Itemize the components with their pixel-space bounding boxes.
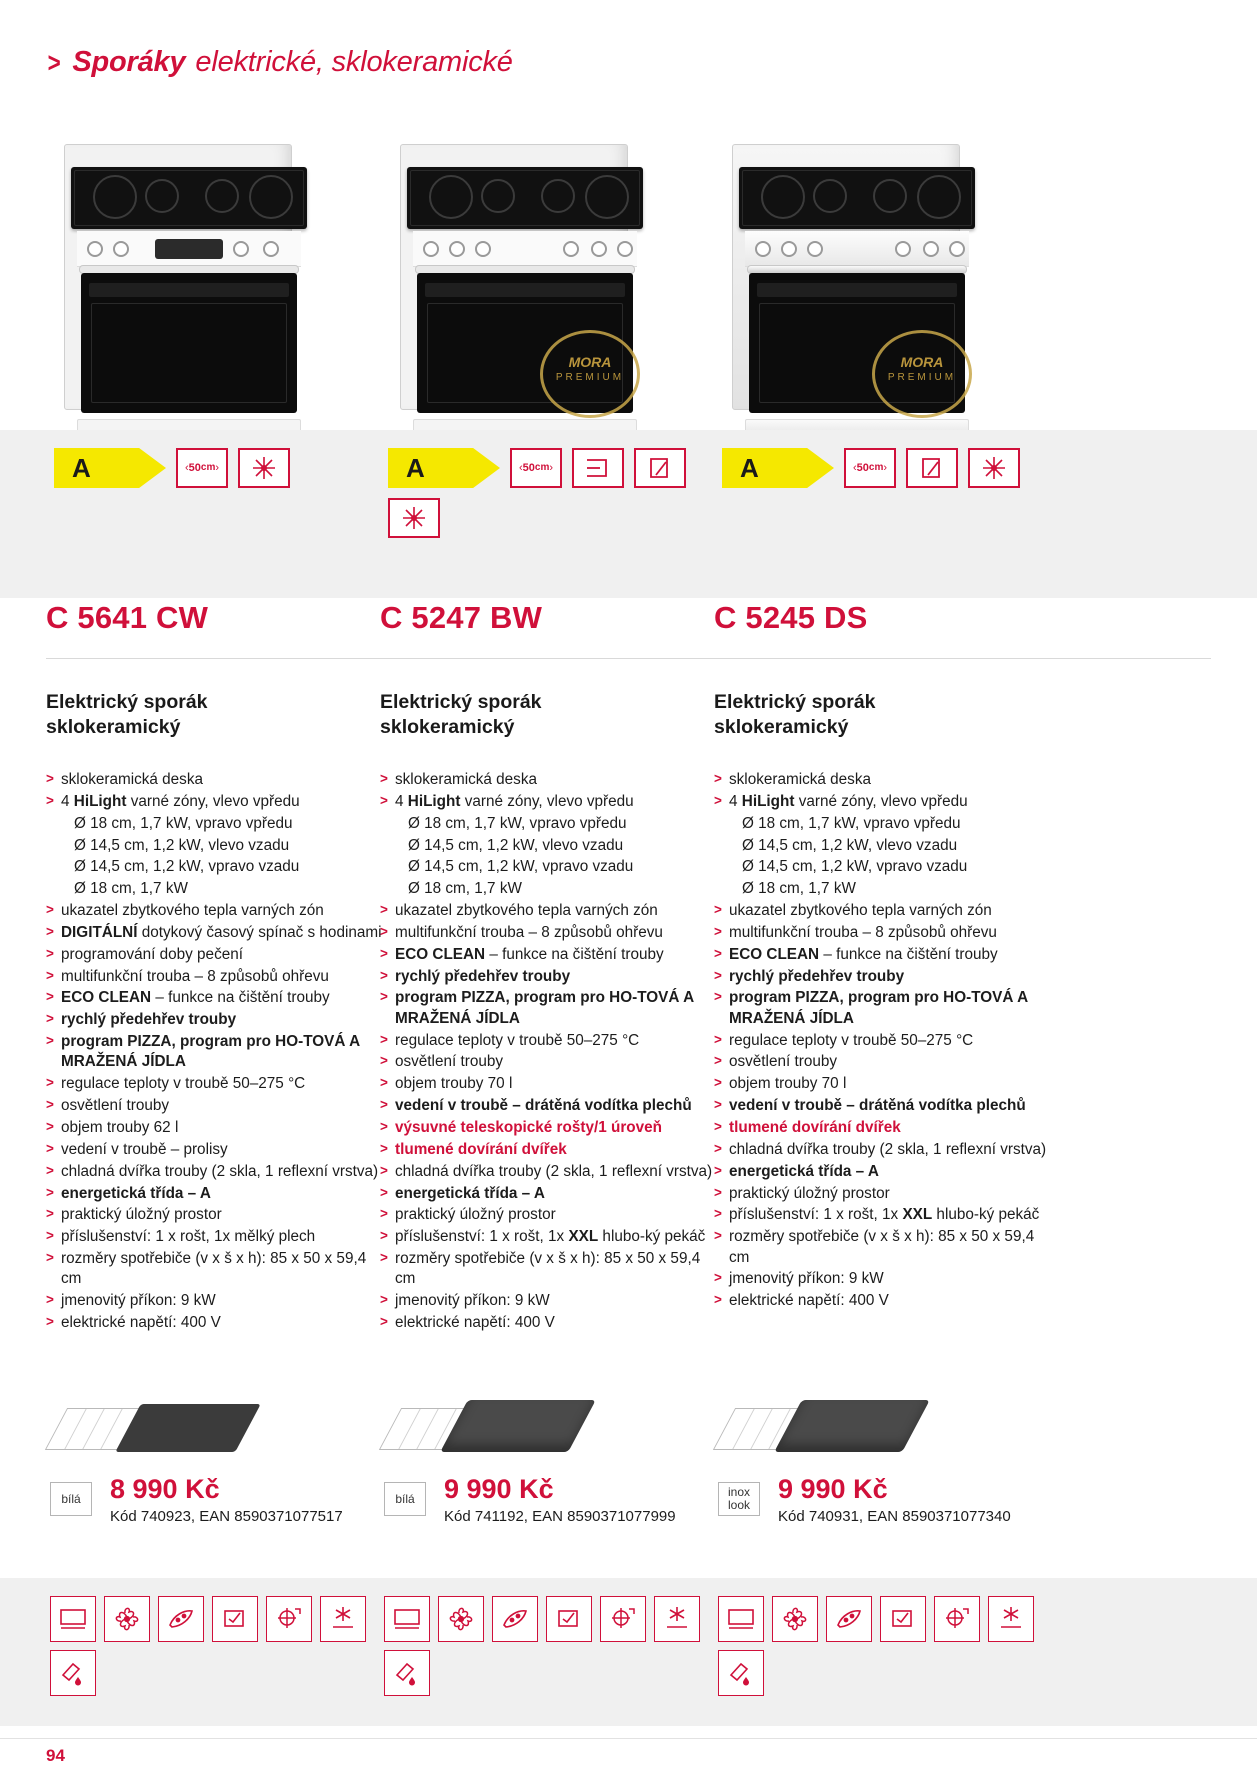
- subtitle-line1: Elektrický sporák: [380, 691, 542, 713]
- feature-item: > výsuvné teleskopické rošty/1 úroveň: [380, 1118, 720, 1138]
- feature-item: > jmenovitý příkon: 9 kW: [380, 1291, 720, 1311]
- feature-item: > ECO CLEAN – funkce na čištění trouby: [714, 945, 1054, 965]
- product-subtitle-3: [714, 690, 876, 740]
- feature-item: > DIGITÁLNÍ dotykový časový spínač s hodinami: [46, 923, 386, 943]
- feature-item: > sklokeramická deska: [46, 770, 386, 790]
- pizza-program-icon: [826, 1596, 872, 1642]
- feature-item: > vedení v troubě – drátěná vodítka plechů: [380, 1096, 720, 1116]
- page-subtitle: elektrické, sklokeramické: [195, 46, 513, 78]
- feature-item: Ø 14,5 cm, 1,2 kW, vpravo vzadu: [408, 858, 634, 876]
- color-label-line1: inox: [727, 1485, 750, 1500]
- control-panel-3: [745, 231, 969, 267]
- feature-item: > osvětlení trouby: [714, 1052, 1054, 1072]
- feature-item: > energetická třída – A: [46, 1184, 386, 1204]
- code-2: Kód 741192, EAN 8590371077999: [444, 1508, 676, 1525]
- energy-class-badge: A: [388, 448, 500, 488]
- accessory-photo-3: [718, 1398, 958, 1468]
- subtitle-line1: Elektrický sporák: [46, 691, 208, 713]
- timer-icon: [880, 1596, 926, 1642]
- chevron-right-icon: >: [47, 46, 61, 78]
- product-photo-3: [722, 108, 972, 418]
- feature-item: > chladná dvířka trouby (2 skla, 1 reflexní vrstva): [380, 1162, 720, 1182]
- badge-group-1: [54, 448, 374, 488]
- page-title: Sporáky: [72, 46, 186, 78]
- control-panel-1: [77, 231, 301, 267]
- feature-item: > rychlý předehřev trouby: [46, 1010, 386, 1030]
- product-subtitle-2: [380, 690, 542, 740]
- subtitle-line2: sklokeramický: [380, 715, 515, 738]
- color-label-line2: look: [727, 1498, 750, 1512]
- soft-close-icon: [906, 448, 958, 488]
- feature-icon-group-2: [384, 1596, 714, 1696]
- feature-item: Ø 18 cm, 1,7 kW: [74, 880, 188, 898]
- price-3: 9 990 Kč: [778, 1474, 888, 1504]
- pizza-program-icon: [492, 1596, 538, 1642]
- feature-item: > 4 HiLight varné zóny, vlevo vpředu: [380, 792, 720, 812]
- feature-item: > regulace teploty v troubě 50–275 °C: [714, 1031, 1054, 1051]
- feature-item: Ø 18 cm, 1,7 kW: [742, 880, 856, 898]
- page-number: 94: [46, 1746, 65, 1765]
- width-50cm-icon: ‹ 50 cm ›: [510, 448, 562, 488]
- feature-item: > ukazatel zbytkového tepla varných zón: [714, 901, 1054, 921]
- grill-icon: [320, 1596, 366, 1642]
- eco-clean-icon: [50, 1650, 96, 1696]
- feature-item: > praktický úložný prostor: [380, 1205, 720, 1225]
- feature-list-1: [46, 770, 386, 1335]
- feature-item: > multifunkční trouba – 8 způsobů ohřevu: [714, 923, 1054, 943]
- feature-item: > sklokeramická deska: [380, 770, 720, 790]
- color-swatch-1: [50, 1482, 92, 1516]
- feature-item: > rozměry spotřebiče (v x š x h): 85 x 50 x 59,4 cm: [714, 1227, 1054, 1268]
- feature-item: > multifunkční trouba – 8 způsobů ohřevu: [380, 923, 720, 943]
- feature-item: Ø 18 cm, 1,7 kW: [408, 880, 522, 898]
- feature-item: > regulace teploty v troubě 50–275 °C: [46, 1074, 386, 1094]
- divider: [46, 658, 1211, 659]
- feature-list-2: [380, 770, 720, 1335]
- feature-item: > program PIZZA, program pro HO-TOVÁ A MRAŽENÁ JÍDLA: [380, 988, 720, 1029]
- subtitle-line1: Elektrický sporák: [714, 691, 876, 713]
- defrost-icon: [600, 1596, 646, 1642]
- color-label: bílá: [395, 1491, 415, 1506]
- feature-list-3: [714, 770, 1054, 1313]
- timer-icon: [546, 1596, 592, 1642]
- product-photo-1: [54, 108, 304, 418]
- feature-item: > energetická třída – A: [380, 1184, 720, 1204]
- accessory-photo-1: [50, 1400, 290, 1470]
- pizza-program-icon: [158, 1596, 204, 1642]
- feature-item: Ø 14,5 cm, 1,2 kW, vlevo vzadu: [74, 836, 290, 854]
- snowflake-icon: [388, 498, 440, 538]
- page-header: [46, 46, 513, 79]
- width-50cm-icon: ‹ 50 cm ›: [844, 448, 896, 488]
- feature-item: > program PIZZA, program pro HO-TOVÁ A MRAŽENÁ JÍDLA: [714, 988, 1054, 1029]
- feature-item: > objem trouby 62 l: [46, 1118, 386, 1138]
- feature-item: > tlumené dovírání dvířek: [714, 1118, 1054, 1138]
- fan-icon: [104, 1596, 150, 1642]
- feature-item: > chladná dvířka trouby (2 skla, 1 reflexní vrstva): [46, 1162, 386, 1182]
- product-model-1: C 5641 CW: [46, 600, 209, 635]
- feature-icon-band: [0, 1578, 1257, 1726]
- feature-item: > ECO CLEAN – funkce na čištění trouby: [380, 945, 720, 965]
- product-model-2: C 5247 BW: [380, 600, 543, 635]
- feature-item: > ukazatel zbytkového tepla varných zón: [380, 901, 720, 921]
- feature-item: Ø 14,5 cm, 1,2 kW, vlevo vzadu: [408, 836, 624, 854]
- feature-item: > 4 HiLight varné zóny, vlevo vpředu: [714, 792, 1054, 812]
- mora-premium-seal-3: MORA PREMIUM: [872, 330, 972, 418]
- snowflake-icon: [968, 448, 1020, 488]
- price-2: 9 990 Kč: [444, 1474, 554, 1504]
- feature-item: > rozměry spotřebiče (v x š x h): 85 x 50 x 59,4 cm: [380, 1249, 720, 1290]
- ceramic-hob-icon: [50, 1596, 96, 1642]
- color-swatch-3: [718, 1482, 760, 1516]
- energy-class-badge: A: [54, 448, 166, 488]
- product-subtitle-1: [46, 690, 208, 740]
- feature-item: Ø 18 cm, 1,7 kW, vpravo vpředu: [74, 814, 293, 832]
- feature-item: > praktický úložný prostor: [46, 1205, 386, 1225]
- feature-item: > praktický úložný prostor: [714, 1184, 1054, 1204]
- feature-item: > osvětlení trouby: [46, 1096, 386, 1116]
- feature-item: > vedení v troubě – prolisy: [46, 1140, 386, 1160]
- defrost-icon: [266, 1596, 312, 1642]
- price-1: 8 990 Kč: [110, 1474, 220, 1504]
- product-model-3: C 5245 DS: [714, 600, 868, 635]
- soft-close-icon: [634, 448, 686, 488]
- accessory-photo-2: [384, 1398, 624, 1468]
- defrost-icon: [934, 1596, 980, 1642]
- mora-premium-seal-2: MORA PREMIUM: [540, 330, 640, 418]
- feature-item: > jmenovitý příkon: 9 kW: [46, 1291, 386, 1311]
- feature-item: > elektrické napětí: 400 V: [380, 1313, 720, 1333]
- grill-icon: [988, 1596, 1034, 1642]
- feature-item: > ukazatel zbytkového tepla varných zón: [46, 901, 386, 921]
- snowflake-icon: [238, 448, 290, 488]
- ceramic-hob-3: [739, 167, 975, 229]
- feature-item: > sklokeramická deska: [714, 770, 1054, 790]
- color-label: bílá: [61, 1491, 81, 1506]
- feature-item: > ECO CLEAN – funkce na čištění trouby: [46, 988, 386, 1008]
- feature-item: > regulace teploty v troubě 50–275 °C: [380, 1031, 720, 1051]
- grill-icon: [654, 1596, 700, 1642]
- feature-item: > energetická třída – A: [714, 1162, 1054, 1182]
- fan-icon: [438, 1596, 484, 1642]
- feature-item: Ø 18 cm, 1,7 kW, vpravo vpředu: [742, 814, 961, 832]
- feature-item: > rozměry spotřebiče (v x š x h): 85 x 50 x 59,4 cm: [46, 1249, 386, 1290]
- feature-item: > příslušenství: 1 x rošt, 1x mělký plech: [46, 1227, 386, 1247]
- feature-icon-group-3: [718, 1596, 1048, 1696]
- feature-item: > příslušenství: 1 x rošt, 1x XXL hlubo-ký pekáč: [380, 1227, 720, 1247]
- feature-item: > multifunkční trouba – 8 způsobů ohřevu: [46, 967, 386, 987]
- feature-item: > rychlý předehřev trouby: [714, 967, 1054, 987]
- subtitle-line2: sklokeramický: [46, 715, 181, 738]
- feature-item: > program PIZZA, program pro HO-TOVÁ A MRAŽENÁ JÍDLA: [46, 1032, 386, 1073]
- ceramic-hob-icon: [718, 1596, 764, 1642]
- subtitle-line2: sklokeramický: [714, 715, 849, 738]
- feature-item: > jmenovitý příkon: 9 kW: [714, 1269, 1054, 1289]
- feature-item: > elektrické napětí: 400 V: [714, 1291, 1054, 1311]
- feature-item: > rychlý předehřev trouby: [380, 967, 720, 987]
- model-title-row: [0, 600, 1257, 650]
- feature-item: Ø 14,5 cm, 1,2 kW, vpravo vzadu: [742, 858, 968, 876]
- code-3: Kód 740931, EAN 8590371077340: [778, 1508, 1011, 1525]
- code-1: Kód 740923, EAN 8590371077517: [110, 1508, 343, 1525]
- timer-icon: [212, 1596, 258, 1642]
- badge-band: [0, 430, 1257, 598]
- feature-item: > chladná dvířka trouby (2 skla, 1 reflexní vrstva): [714, 1140, 1054, 1160]
- feature-item: Ø 18 cm, 1,7 kW, vpravo vpředu: [408, 814, 627, 832]
- color-swatch-2: [384, 1482, 426, 1516]
- feature-item: Ø 14,5 cm, 1,2 kW, vlevo vzadu: [742, 836, 958, 854]
- product-image-band: [0, 100, 1257, 430]
- footer-divider: [0, 1738, 1257, 1739]
- price-row: [0, 1474, 1257, 1550]
- product-photo-2: [390, 108, 640, 418]
- feature-item: > programování doby pečení: [46, 945, 386, 965]
- feature-item: > tlumené dovírání dvířek: [380, 1140, 720, 1160]
- ceramic-hob-1: [71, 167, 307, 229]
- width-50cm-icon: ‹ 50 cm ›: [176, 448, 228, 488]
- feature-item: > 4 HiLight varné zóny, vlevo vpředu: [46, 792, 386, 812]
- feature-icon-group-1: [50, 1596, 380, 1696]
- ceramic-hob-icon: [384, 1596, 430, 1642]
- control-panel-2: [413, 231, 637, 267]
- feature-item: > osvětlení trouby: [380, 1052, 720, 1072]
- badge-group-2: [388, 448, 708, 538]
- eco-clean-icon: [384, 1650, 430, 1696]
- feature-item: > objem trouby 70 l: [714, 1074, 1054, 1094]
- fan-icon: [772, 1596, 818, 1642]
- feature-item: Ø 14,5 cm, 1,2 kW, vpravo vzadu: [74, 858, 300, 876]
- feature-item: > elektrické napětí: 400 V: [46, 1313, 386, 1333]
- feature-item: > příslušenství: 1 x rošt, 1x XXL hlubo-ký pekáč: [714, 1205, 1054, 1225]
- telescopic-rails-icon: [572, 448, 624, 488]
- badge-group-3: [722, 448, 1042, 488]
- feature-item: > vedení v troubě – drátěná vodítka plechů: [714, 1096, 1054, 1116]
- feature-item: > objem trouby 70 l: [380, 1074, 720, 1094]
- ceramic-hob-2: [407, 167, 643, 229]
- eco-clean-icon: [718, 1650, 764, 1696]
- energy-class-badge: A: [722, 448, 834, 488]
